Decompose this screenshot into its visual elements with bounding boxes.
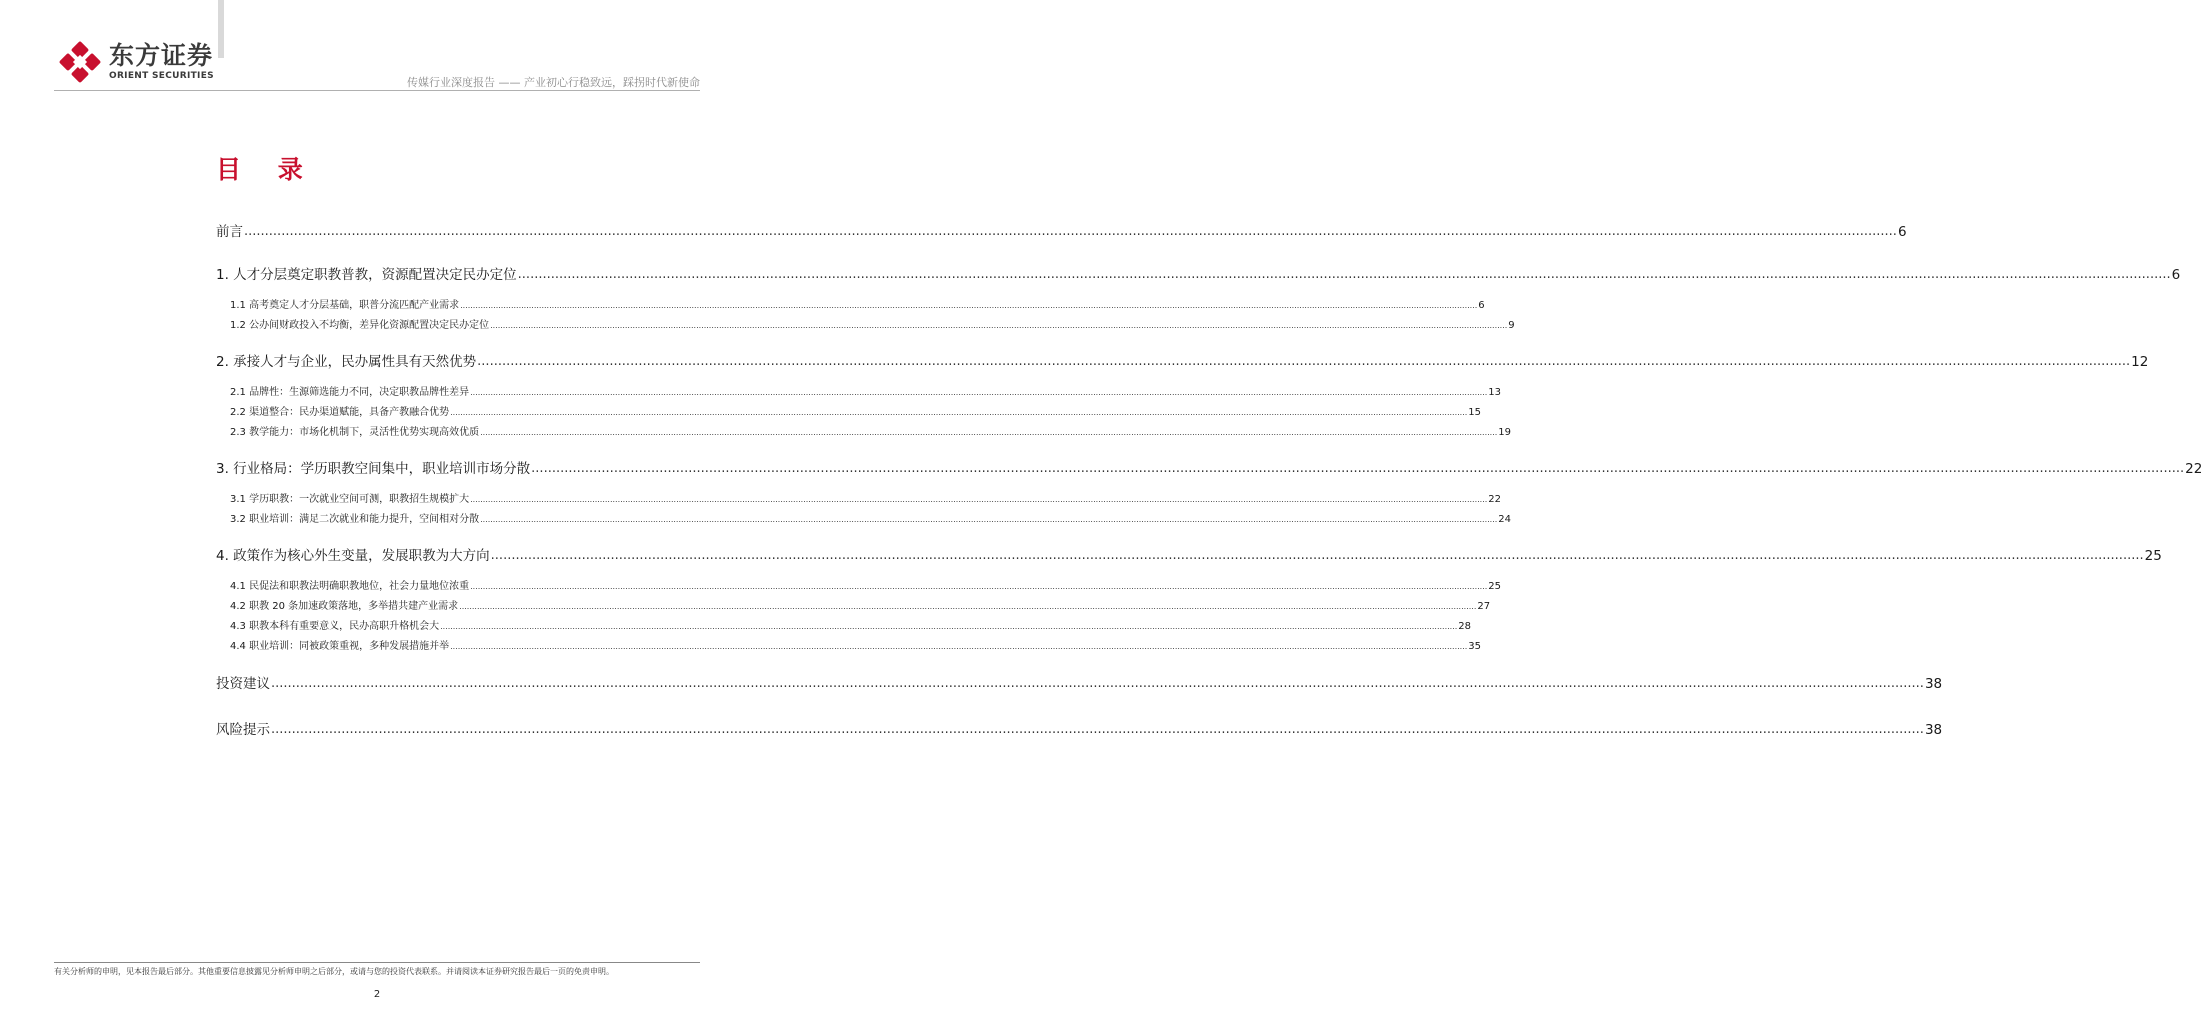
toc-leader-dots: ................................................................................................................................................................................................................................................................................................................................................................................................................ [244,224,1897,239]
toc-subentry[interactable] [216,513,1512,527]
toc-entry-page: 13 [1488,387,1502,398]
toc-leader-dots: ................................................................................................................................................................................................................................................................................................................................................................................................................ [470,582,1488,591]
orient-securities-logo-icon [57,39,103,85]
toc-leader-dots: ................................................................................................................................................................................................................................................................................................................................................................................................................ [477,354,2131,369]
toc-entry-page: 22 [1488,494,1502,505]
page-number: 2 [373,989,381,1000]
toc-leader-dots: ................................................................................................................................................................................................................................................................................................................................................................................................................ [271,676,1924,691]
toc-leader-dots: ................................................................................................................................................................................................................................................................................................................................................................................................................ [440,622,1458,631]
toc-entry-page: 22 [2185,461,2202,477]
toc-entry-page: 28 [1458,621,1472,632]
toc-leader-dots: ................................................................................................................................................................................................................................................................................................................................................................................................................ [490,548,2144,563]
toc-entry-page: 19 [1498,427,1512,438]
toc-entry-page: 12 [2131,354,2149,370]
toc-leader-dots: ................................................................................................................................................................................................................................................................................................................................................................................................................ [460,301,1478,310]
toc-leader-dots: ................................................................................................................................................................................................................................................................................................................................................................................................................ [480,515,1498,524]
toc-subentry[interactable] [216,580,1502,594]
toc-entry-title: 1.1 高考奠定人才分层基础，职普分流匹配产业需求 [230,300,460,311]
toc-leader-dots: ................................................................................................................................................................................................................................................................................................................................................................................................................ [480,428,1498,437]
toc-leader-dots: ................................................................................................................................................................................................................................................................................................................................................................................................................ [450,642,1468,651]
toc-subentry[interactable] [216,386,1502,400]
toc-subentry[interactable] [216,299,1485,313]
toc-title: 目 录 [216,155,317,184]
toc-leader-dots: ................................................................................................................................................................................................................................................................................................................................................................................................................ [450,408,1468,417]
toc-subentry[interactable] [216,426,1512,440]
toc-entry-title: 前言 [216,224,243,240]
toc-subentry[interactable] [216,600,1491,614]
toc-entry-title: 风险提示 [216,722,270,738]
toc-leader-dots: ................................................................................................................................................................................................................................................................................................................................................................................................................ [517,267,2171,282]
toc-entry-page: 6 [1478,300,1485,311]
header-decor-strip [218,0,224,58]
toc-leader-dots: ................................................................................................................................................................................................................................................................................................................................................................................................................ [531,461,2185,476]
toc-entry-title: 2.2 渠道整合：民办渠道赋能，具备产教融合优势 [230,407,450,418]
brand-logo [57,38,214,86]
toc-subentry[interactable] [216,493,1502,507]
toc-entry-page: 9 [1508,320,1515,331]
toc-entry[interactable] [216,675,1943,693]
toc-entry-title: 4.3 职教本科有重要意义，民办高职升格机会大 [230,621,440,632]
toc-entry-page: 25 [2144,548,2162,564]
toc-entry-title: 4. 政策作为核心外生变量，发展职教为大方向 [216,548,490,564]
brand-name-en: ORIENT SECURITIES [109,71,214,81]
toc-subentry[interactable] [216,620,1472,634]
toc-entry-page: 35 [1468,641,1482,652]
toc-entry-page: 15 [1468,407,1482,418]
toc-entry-page: 27 [1477,601,1491,612]
toc-entry-title: 3.1 学历职教：一次就业空间可测，职教招生规模扩大 [230,494,470,505]
toc-subentry[interactable] [216,406,1482,420]
toc-entry-title: 4.1 民促法和职教法明确职教地位，社会力量地位浓重 [230,581,470,592]
toc-entry-title: 2. 承接人才与企业，民办属性具有天然优势 [216,354,477,370]
footer-disclaimer: 有关分析师的申明，见本报告最后部分。其他重要信息披露见分析师申明之后部分，或请与您的投资代表联系。并请阅读本证券研究报告最后一页的免责申明。 [54,967,614,976]
toc-entry-title: 4.4 职业培训：同被政策重视，多种发展措施并举 [230,641,450,652]
toc-leader-dots: ................................................................................................................................................................................................................................................................................................................................................................................................................ [470,388,1488,397]
toc-entry[interactable] [216,460,2202,478]
toc-entry-page: 6 [2171,267,2181,283]
toc-entry-title: 1. 人才分层奠定职教普教，资源配置决定民办定位 [216,267,517,283]
toc-entry-title: 1.2 公办间财政投入不均衡，差异化资源配置决定民办定位 [230,320,490,331]
toc-entry-page: 38 [1924,676,1943,692]
header-divider [54,90,700,91]
toc-entry-page: 38 [1924,722,1943,738]
toc-entry-page: 24 [1498,514,1512,525]
footer-divider [54,962,700,963]
toc-entry-title: 3.2 职业培训：满足二次就业和能力提升，空间相对分散 [230,514,480,525]
toc-leader-dots: ................................................................................................................................................................................................................................................................................................................................................................................................................ [490,321,1508,330]
toc-leader-dots: ................................................................................................................................................................................................................................................................................................................................................................................................................ [459,602,1477,611]
toc-entry[interactable] [216,266,2181,284]
toc-leader-dots: ................................................................................................................................................................................................................................................................................................................................................................................................................ [271,722,1924,737]
toc-leader-dots: ................................................................................................................................................................................................................................................................................................................................................................................................................ [470,495,1488,504]
toc-entry-page: 25 [1488,581,1502,592]
toc-entry-title: 3. 行业格局：学历职教空间集中，职业培训市场分散 [216,461,531,477]
toc-entry-page: 6 [1897,224,1907,240]
brand-name-cn: 东方证券 [109,41,214,70]
toc-entry[interactable] [216,223,1907,241]
toc-entry-title: 2.1 品牌性：生源筛选能力不同，决定职教品牌性差异 [230,387,470,398]
toc-entry-title: 2.3 教学能力：市场化机制下，灵活性优势实现高效优质 [230,427,480,438]
toc-subentry[interactable] [216,319,1515,333]
toc-entry-title: 4.2 职教 20 条加速政策落地，多举措共建产业需求 [230,601,459,612]
toc-entry-title: 投资建议 [216,676,270,692]
toc-entry[interactable] [216,353,2149,371]
toc-entry[interactable] [216,547,2162,565]
toc-subentry[interactable] [216,640,1482,654]
report-header-line: 传媒行业深度报告 —— 产业初心行稳致远，踩拐时代新使命 [407,76,700,89]
toc-entry[interactable] [216,721,1943,739]
